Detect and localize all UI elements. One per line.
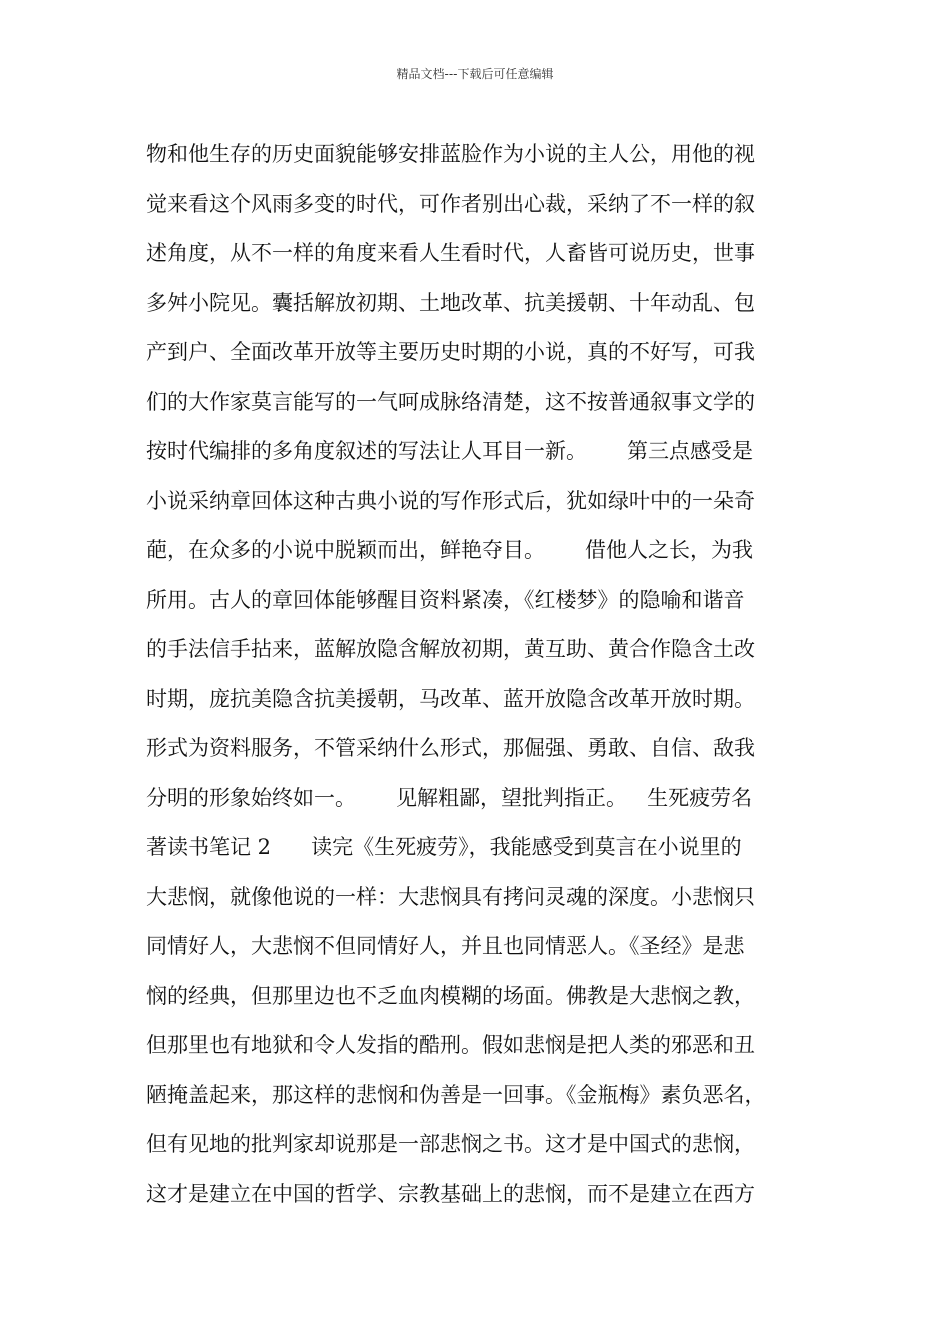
text-line: 多舛小院见。囊括解放初期、土地改革、抗美援朝、十年动乱、包: [146, 290, 755, 315]
page-header: 精品文档---下载后可任意编辑: [396, 67, 554, 81]
text-line: 著读书笔记 2 读完《生死疲劳》，我能感受到莫言在小说里的: [146, 835, 742, 859]
text-line: 葩，在众多的小说中脱颖而出，鲜艳夺目。 借他人之长，为我: [146, 538, 754, 562]
text-line: 产到户、全面改革开放等主要历史时期的小说，真的不好写，可我: [146, 340, 755, 364]
text-line: 分明的形象始终如一。 见解粗鄙，望批判指正。 生死疲劳名: [146, 785, 753, 810]
text-line: 悯的经典，但那里边也不乏血肉模糊的场面。佛教是大悲悯之教，: [146, 983, 755, 1008]
text-line: 陋掩盖起来，那这样的悲悯和伪善是一回事。《金瓶梅》素负恶名，: [146, 1082, 766, 1107]
text-line: 述角度，从不一样的角度来看人生看时代，人畜皆可说历史，世事: [146, 241, 755, 265]
text-line: 同情好人，大悲悯不但同情好人，并且也同情恶人。《圣经》是悲: [146, 934, 745, 958]
text-line: 大悲悯，就像他说的一样：大悲悯具有拷问灵魂的深度。小悲悯只: [146, 884, 755, 909]
text-line: 时期，庞抗美隐含抗美援朝，马改革、蓝开放隐含改革开放时期。: [146, 686, 755, 711]
text-line: 小说采纳章回体这种古典小说的写作形式后，犹如绿叶中的一朵奇: [146, 488, 755, 513]
text-line: 这才是建立在中国的哲学、宗教基础上的悲悯，而不是建立在西方: [146, 1181, 755, 1206]
text-line: 但那里也有地狱和令人发指的酷刑。假如悲悯是把人类的邪恶和丑: [146, 1033, 755, 1057]
document-body: [146, 130, 816, 1219]
text-line: 觉来看这个风雨多变的时代，可作者别出心裁，采纳了不一样的叙: [146, 191, 755, 216]
text-line: 形式为资料服务，不管采纳什么形式，那倔强、勇敢、自信、敌我: [146, 736, 755, 760]
text-line: 物和他生存的历史面貌能够安排蓝脸作为小说的主人公，用他的视: [146, 142, 755, 166]
text-line: 但有见地的批判家却说那是一部悲悯之书。这才是中国式的悲悯，: [146, 1132, 755, 1156]
text-line: 所用。古人的章回体能够醒目资料紧凑，《红楼梦》的隐喻和谐音: [146, 587, 745, 612]
text-line: 的手法信手拈来，蓝解放隐含解放初期，黄互助、黄合作隐含土改: [146, 637, 755, 661]
text-line: 按时代编排的多角度叙述的写法让人耳目一新。 第三点感受是: [146, 439, 754, 463]
text-line: 们的大作家莫言能写的一气呵成脉络清楚，这不按普通叙事文学的: [146, 389, 755, 414]
